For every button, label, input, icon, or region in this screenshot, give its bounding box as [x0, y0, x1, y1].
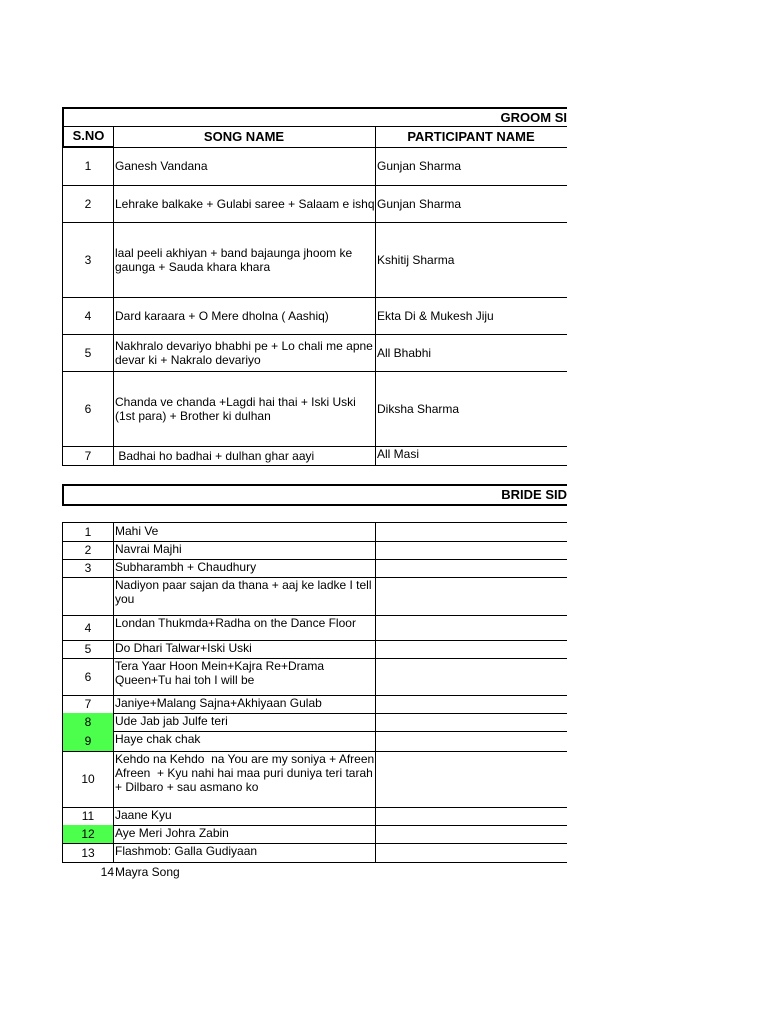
bride-row-6-sno: 5 — [62, 640, 114, 659]
bride-row-1-song: Mahi Ve — [113, 522, 376, 542]
bride-row-10-participant — [375, 731, 567, 752]
bride-row-12-sno: 11 — [62, 807, 114, 826]
bride-row-3-sno: 3 — [62, 559, 114, 578]
bride-row-13-song: Aye Meri Johra Zabin — [113, 825, 376, 844]
groom-row-3-song: laal peeli akhiyan + band bajaunga jhoom ke gaunga + Sauda khara khara — [113, 222, 376, 298]
bride-row-4-song: Nadiyon paar sajan da thana + aaj ke ladke I tell you — [113, 577, 376, 616]
bride-row-10-sno: 9 — [62, 731, 114, 752]
groom-row-5-sno: 5 — [62, 334, 114, 372]
groom-row-7-song: Badhai ho badhai + dulhan ghar aayi — [113, 446, 376, 466]
bride-extra-song: Mayra Song — [115, 865, 180, 879]
bride-title-text: BRIDE SID — [501, 487, 567, 502]
groom-title-text: GROOM SI — [500, 109, 567, 125]
bride-row-10-song: Haye chak chak — [113, 731, 376, 752]
bride-row-8-song: Janiye+Malang Sajna+Akhiyaan Gulab — [113, 695, 376, 714]
groom-side-title — [62, 107, 567, 127]
groom-row-6-participant: Diksha Sharma — [375, 371, 567, 447]
bride-extra-sno: 14 — [100, 865, 114, 879]
bride-row-7-sno: 6 — [62, 658, 114, 696]
groom-row-4-participant: Ekta Di & Mukesh Jiju — [375, 297, 567, 335]
bride-row-12-song: Jaane Kyu — [113, 807, 376, 826]
groom-row-7-participant: All Masi — [375, 446, 567, 466]
groom-row-5-song: Nakhralo devariyo bhabhi pe + Lo chali me apne devar ki + Nakralo devariyo — [113, 334, 376, 372]
bride-row-3-song: Subharambh + Chaudhury — [113, 559, 376, 578]
bride-row-6-song: Do Dhari Talwar+Iski Uski — [113, 640, 376, 659]
groom-row-1-song: Ganesh Vandana — [113, 147, 376, 186]
bride-row-3-participant — [375, 559, 567, 578]
groom-row-3-sno: 3 — [62, 222, 114, 298]
groom-row-1-sno: 1 — [62, 147, 114, 186]
bride-row-9-participant — [375, 713, 567, 732]
bride-row-4-sno — [62, 577, 114, 616]
bride-row-5-sno: 4 — [62, 615, 114, 641]
groom-row-2-participant: Gunjan Sharma — [375, 185, 567, 223]
groom-row-1-participant: Gunjan Sharma — [375, 147, 567, 186]
bride-row-5-song: Londan Thukmda+Radha on the Dance Floor — [113, 615, 376, 641]
bride-row-14-song: Flashmob: Galla Gudiyaan — [113, 843, 376, 863]
bride-row-9-sno: 8 — [62, 713, 114, 732]
bride-row-14-participant — [375, 843, 567, 863]
bride-row-8-participant — [375, 695, 567, 714]
groom-row-6-sno: 6 — [62, 371, 114, 447]
bride-row-13-participant — [375, 825, 567, 844]
header-song-name: SONG NAME — [113, 126, 376, 148]
bride-row-11-song: Kehdo na Kehdo na You are my soniya + Afreen Afreen + Kyu nahi hai maa puri duniya teri tarah + Dilbaro + sau asmano ko — [113, 751, 376, 808]
bride-row-14-sno: 13 — [62, 843, 114, 863]
bride-side-title — [62, 484, 567, 506]
bride-row-4-participant — [375, 577, 567, 616]
bride-row-1-participant — [375, 522, 567, 542]
bride-row-9-song: Ude Jab jab Julfe teri — [113, 713, 376, 732]
groom-row-2-sno: 2 — [62, 185, 114, 223]
groom-row-4-sno: 4 — [62, 297, 114, 335]
groom-row-2-song: Lehrake balkake + Gulabi saree + Salaam e ishq — [113, 185, 376, 223]
groom-row-4-song: Dard karaara + O Mere dholna ( Aashiq) — [113, 297, 376, 335]
groom-row-5-participant: All Bhabhi — [375, 334, 567, 372]
bride-row-2-participant — [375, 541, 567, 560]
bride-row-7-participant — [375, 658, 567, 696]
groom-row-6-song: Chanda ve chanda +Lagdi hai thai + Iski Uski (1st para) + Brother ki dulhan — [113, 371, 376, 447]
groom-row-7-sno: 7 — [62, 446, 114, 466]
bride-row-11-participant — [375, 751, 567, 808]
bride-row-6-participant — [375, 640, 567, 659]
bride-row-5-participant — [375, 615, 567, 641]
bride-row-12-participant — [375, 807, 567, 826]
bride-row-13-sno: 12 — [62, 825, 114, 844]
bride-row-11-sno: 10 — [62, 751, 114, 808]
groom-row-3-participant: Kshitij Sharma — [375, 222, 567, 298]
bride-row-8-sno: 7 — [62, 695, 114, 714]
bride-row-2-song: Navrai Majhi — [113, 541, 376, 560]
bride-row-7-song: Tera Yaar Hoon Mein+Kajra Re+Drama Queen+Tu hai toh I will be — [113, 658, 376, 696]
bride-row-1-sno: 1 — [62, 522, 114, 542]
header-participant-name: PARTICIPANT NAME — [375, 126, 567, 148]
header-sno: S.NO — [62, 126, 114, 148]
bride-row-2-sno: 2 — [62, 541, 114, 560]
